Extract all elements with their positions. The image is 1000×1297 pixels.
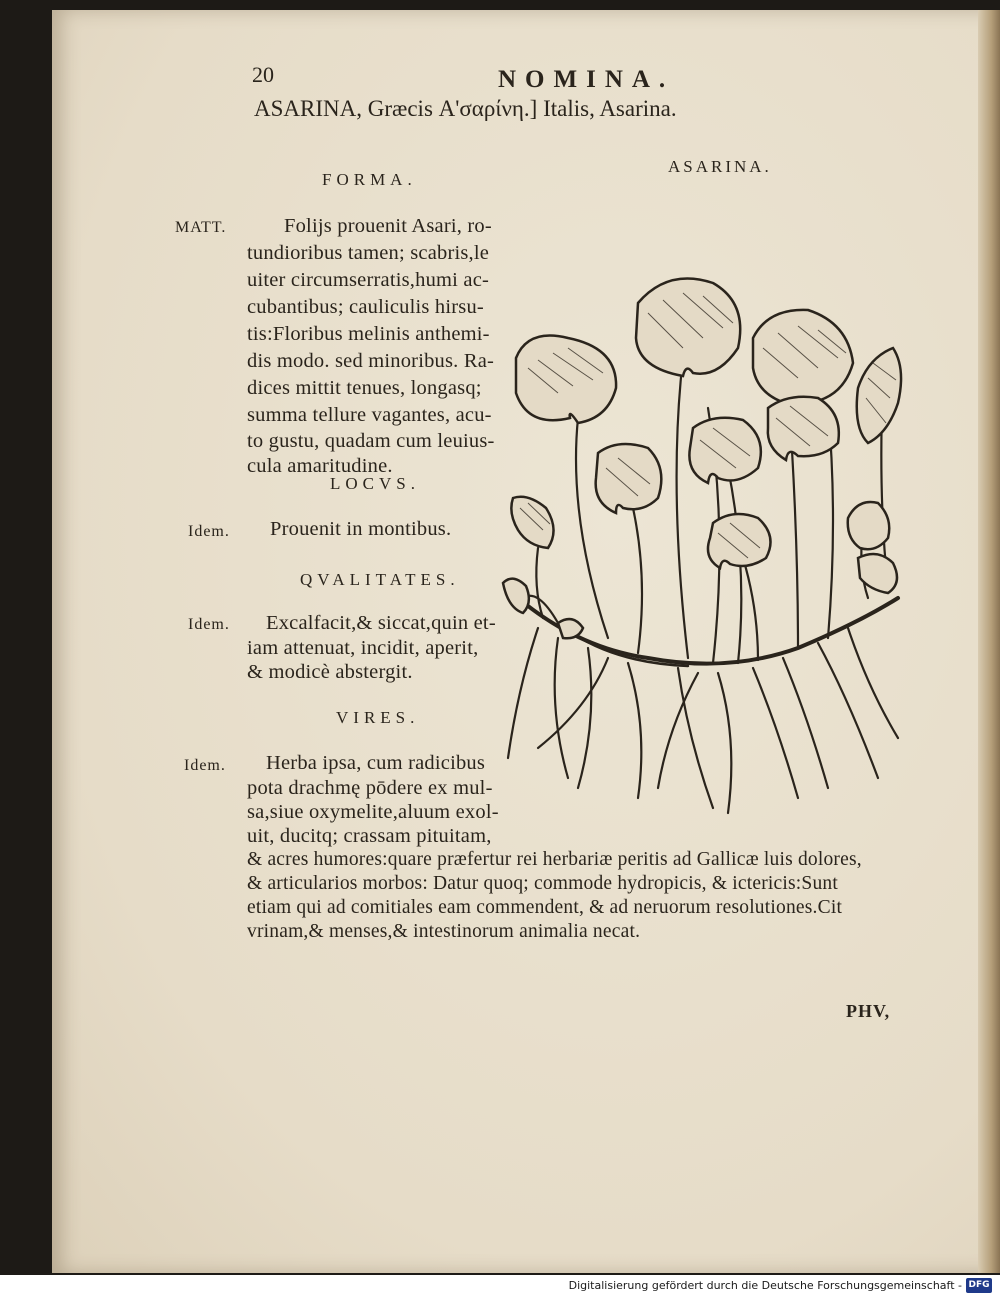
section-heading-forma: FORMA. xyxy=(322,170,417,189)
page-number: 20 xyxy=(252,62,274,87)
forma-line: to gustu, quadam cum leuius- xyxy=(247,430,495,452)
section-heading-locus: LOCVS. xyxy=(330,474,420,493)
vires-line: vrinam,& menses,& intestinorum animalia necat. xyxy=(247,921,641,942)
vires-line: uit, ducitq; crassam pituitam, xyxy=(247,825,492,847)
header-line: ASARINA, Græcis Α'σαρίνη.] Italis, Asarina. xyxy=(254,96,677,121)
plate-title: ASARINA. xyxy=(668,157,772,176)
qualitates-line: iam attenuat, incidit, aperit, xyxy=(247,637,479,659)
running-head: NOMINA. xyxy=(498,66,675,93)
catchword: PHV, xyxy=(846,1001,891,1021)
locus-line: Prouenit in montibus. xyxy=(270,518,452,540)
footer-bar xyxy=(0,1275,1000,1297)
forma-line: summa tellure vagantes, acu- xyxy=(247,404,492,426)
vires-line: Herba ipsa, cum radicibus xyxy=(266,752,486,774)
qualitates-line: & modicè abstergit. xyxy=(247,661,413,683)
forma-line: dis modo. sed minoribus. Ra- xyxy=(247,350,495,372)
forma-line: cula amaritudine. xyxy=(247,455,393,477)
forma-line: tundioribus tamen; scabris,le xyxy=(247,242,490,264)
author-note-idem: Idem. xyxy=(188,523,230,540)
asarina-woodcut-illustration xyxy=(498,268,918,828)
dfg-logo: DFG xyxy=(966,1278,992,1293)
forma-line: cubantibus; cauliculis hirsu- xyxy=(247,296,484,318)
vires-line: & acres humores:quare præfertur rei herbariæ peritis ad Gallicæ luis dolores, xyxy=(247,849,862,870)
section-heading-qualitates: QVALITATES. xyxy=(300,570,460,589)
page-edge xyxy=(978,10,1000,1273)
section-heading-vires: VIRES. xyxy=(336,708,420,727)
forma-line: uiter circumserratis,humi ac- xyxy=(247,269,490,291)
author-note-idem: Idem. xyxy=(184,757,226,774)
forma-line: tis:Floribus melinis anthemi- xyxy=(247,323,490,345)
vires-line: pota drachmę pōdere ex mul- xyxy=(247,777,493,799)
author-note-idem: Idem. xyxy=(188,616,230,633)
vires-line: sa,siue oxymelite,aluum exol- xyxy=(247,801,499,823)
footer-credit: Digitalisierung gefördert durch die Deutsche Forschungsgemeinschaft - xyxy=(568,1279,962,1292)
forma-line: Folijs prouenit Asari, ro- xyxy=(284,215,492,237)
author-note-matt: MATT. xyxy=(175,219,227,236)
forma-line: dices mittit tenues, longasq; xyxy=(247,377,482,399)
vires-line: etiam qui ad comitiales eam commendent, & ad neruorum resolutiones.Cit xyxy=(247,897,843,918)
vires-line: & articularios morbos: Datur quoq; commode hydropicis, & ictericis:Sunt xyxy=(247,873,838,894)
qualitates-line: Excalfacit,& siccat,quin et- xyxy=(266,612,496,634)
